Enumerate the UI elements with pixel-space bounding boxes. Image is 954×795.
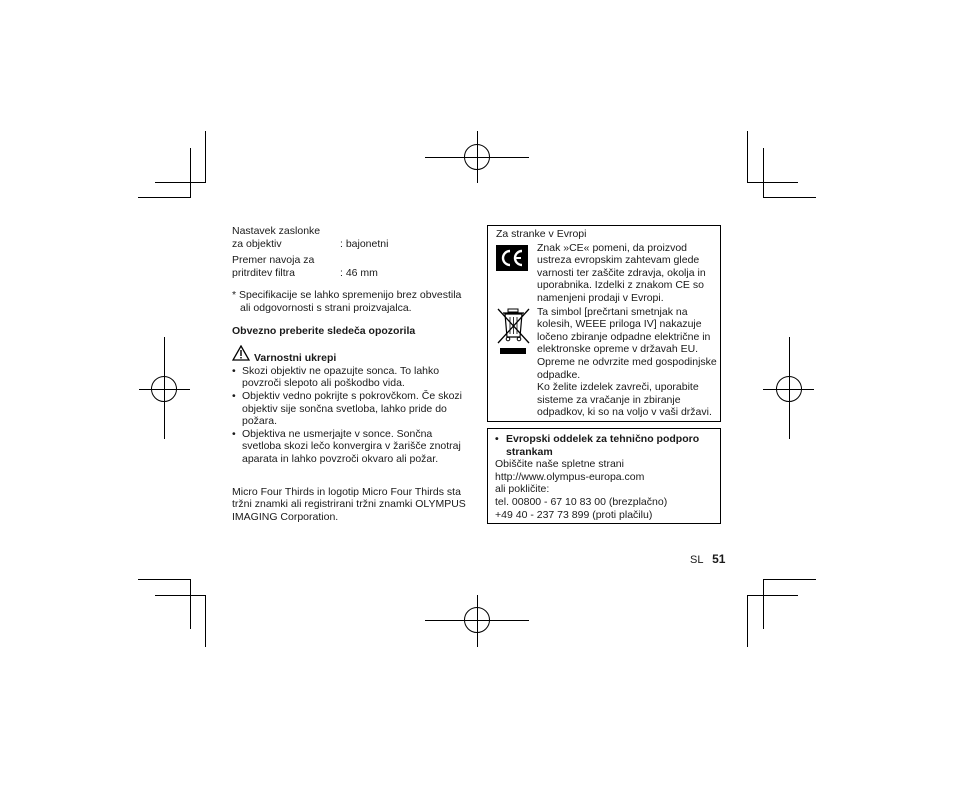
list-item: • Objektiv vedno pokrijte s pokrovčkom. Če skozi objektiv sije sončna svetloba, lahko pride do požara. <box>232 390 472 428</box>
spec-item <box>232 225 472 250</box>
warning-list <box>232 365 472 466</box>
spec-table <box>232 225 472 279</box>
support-website-link[interactable]: http://www.olympus-europa.com <box>495 470 645 483</box>
warning-triangle-icon <box>232 345 250 365</box>
spec-value: : bajonetni <box>340 237 389 250</box>
spec-note: * Specifikacije se lahko spremenijo brez obvestila ali odgovornosti s strani proizvajalca. <box>232 289 462 314</box>
europe-box-title: Za stranke v Evropi <box>496 228 587 240</box>
spec-value: : 46 mm <box>340 266 378 279</box>
bullet-icon: • <box>495 433 499 445</box>
weee-section <box>496 306 720 419</box>
warning-header <box>232 345 472 365</box>
left-column <box>232 225 472 523</box>
support-phone-free: tel. 00800 - 67 10 83 00 (brezplačno) <box>495 495 668 508</box>
support-line: Obiščite naše spletne strani <box>495 458 624 471</box>
spec-label-line: Premer navoja za <box>232 254 315 267</box>
weee-text: Ta simbol [prečrtani smetnjak na kolesih, WEEE priloga IV] nakazuje ločeno zbiranje odpadne električne in elektronske opreme v državah EU. Opreme ne odvrzite med gospodinjske odpadke. <box>537 305 717 381</box>
crossed-bin-icon <box>496 348 532 360</box>
ce-section <box>496 242 720 305</box>
trademark-notice: Micro Four Thirds in logotip Micro Four Thirds sta tržni znamki ali registrirani tržni znamki OLYMPUS IMAGING Corporation. <box>232 485 466 523</box>
ce-text: Znak »CE« pomeni, da proizvod ustreza evropskim zahtevam glede varnosti ter zaščite zdravja, okolja in uporabnika. Izdelki z znakom CE so namenjeni prodaji v Evropi. <box>537 241 706 304</box>
support-title: Evropski oddelek za tehnično podporo strankam <box>506 433 700 458</box>
ce-mark-icon <box>496 262 528 274</box>
support-info-box <box>487 428 721 524</box>
europe-info-box <box>487 225 721 422</box>
spec-label-line: pritrditev filtra <box>232 266 296 279</box>
warning-title: Varnostni ukrepi <box>254 352 337 365</box>
page-footer <box>690 553 725 567</box>
support-line: ali pokličite: <box>495 483 550 496</box>
list-item: • Skozi objektiv ne opazujte sonca. To lahko povzroči slepoto ali poškodbo vida. <box>232 365 472 390</box>
list-item: • Objektiva ne usmerjajte v sonce. Sončna svetloba skozi lečo konvergira v žarišče znotraj aparata in lahko povzroči okvaro ali požar. <box>232 428 472 466</box>
page-number: 51 <box>712 552 726 566</box>
spec-label-line: Nastavek zaslonke <box>232 225 321 237</box>
support-title-row <box>495 433 720 458</box>
support-phone-paid: +49 40 - 237 73 899 (proti plačilu) <box>495 508 653 521</box>
weee-disposal-text: Ko želite izdelek zavreči, uporabite sisteme za vračanje in zbiranje odpadkov, ki so na voljo v vaši državi. <box>537 381 712 419</box>
language-code: SL <box>690 554 704 566</box>
spec-label-line: za objektiv <box>232 237 282 250</box>
must-read-heading: Obvezno preberite sledeča opozorila <box>232 324 416 337</box>
spec-item <box>232 254 472 279</box>
